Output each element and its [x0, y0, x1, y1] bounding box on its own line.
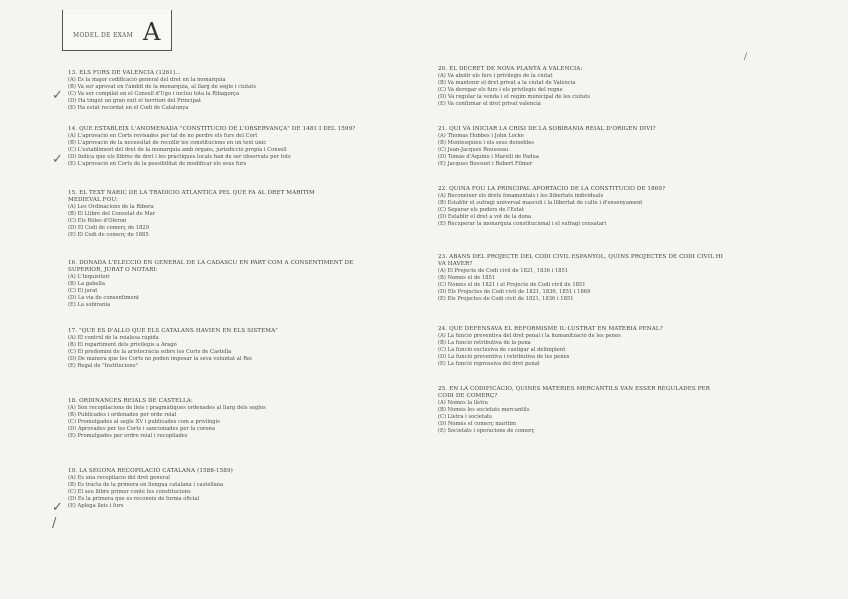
option-b: (B) Es tracta de la primera en llengua catalana i castellana — [68, 482, 224, 489]
question-title-cont: VA HAVER? — [438, 261, 473, 268]
option-b: (B) La gabella — [68, 281, 105, 288]
option-a: (A) Thomas Hobbes i John Locke — [438, 133, 524, 140]
question-22 — [438, 186, 818, 228]
question-title: 20. EL DECRET DE NOVA PLANTA A VALÈNCIA: — [438, 66, 583, 72]
option-d: (D) Només el comerç marítim — [438, 421, 517, 428]
option-c: (C) L'establiment del dret de la monarquia amb òrgans, jurisdicció pròpia i Consell — [68, 147, 287, 154]
option-a: (A) La funció preventiva del dret penal i la humanització de les penes — [438, 333, 621, 340]
option-d: (D) El Codi de comerç de 1829 — [68, 225, 150, 232]
option-e: (E) Aplega lleis i furs — [68, 502, 124, 509]
question-16 — [68, 260, 428, 309]
option-c: (C) Lletra i societats — [438, 414, 492, 421]
option-b: (B) La funció retributiva de la pena — [438, 340, 531, 347]
option-d: (D) Va regular la venda i el règim municipal de les ciutats — [438, 93, 591, 100]
option-a: (A) L'Inquisitori — [68, 274, 110, 281]
question-title: 19. LA SEGONA RECOPILACIÓ CATALANA (1588-1589) — [68, 468, 233, 474]
question-21 — [438, 126, 818, 168]
question-17 — [68, 328, 428, 370]
question-title: 16. DONADA L'ELECCIÓ EN GENERAL DE LA CADASCÚ EN PART COM A CONSENTIMENT DE — [68, 260, 354, 266]
check-mark-icon: ✓ — [52, 88, 63, 103]
pen-mark-icon: / — [744, 52, 748, 62]
question-25 — [438, 386, 818, 435]
option-e: (E) Societats i operacions de comerç — [438, 428, 535, 435]
question-13 — [68, 70, 428, 112]
question-title: 13. ELS FURS DE VALÈNCIA (1261)... — [68, 70, 181, 76]
option-b: (B) Montesquieu i els seus deixebles — [438, 140, 534, 147]
option-e: (E) La sobirania — [68, 302, 111, 309]
option-c: (C) Promulgades al segle XV i publicades com a privilegis — [68, 419, 220, 426]
option-e: (E) Els Projectes de Codi civil de 1821, 1836 i 1851 — [438, 296, 574, 303]
option-c: (C) Va derogar els furs i els privilegis del regne — [438, 87, 563, 94]
option-e: (E) Ha estat recordat en el Codi de Catalunya — [68, 104, 189, 111]
option-e: (E) Va confirmar el dret privat valencià — [438, 100, 541, 107]
option-c: (C) El jurat — [68, 288, 98, 295]
question-title: 24. QUÈ DEFENSAVA EL REFORMISME IL·LUSTRAT EN MATÈRIA PENAL? — [438, 326, 663, 332]
option-b: (B) Només les societats mercantils — [438, 407, 530, 414]
question-18 — [68, 398, 428, 440]
option-b: (B) Va mantenir el dret privat a la ciutat de València — [438, 80, 576, 87]
option-c: (C) Jean-Jacques Rousseau — [438, 147, 509, 154]
option-b: (B) El repartiment dels privilegis a Aragó — [68, 342, 177, 349]
option-e: (E) Regal de "Institucions" — [68, 362, 138, 369]
option-d: (D) De manera que les Corts no poden imposar la seva voluntat al Rei — [68, 355, 252, 362]
option-b: (B) Establir el sufragi universal masculí i la llibertat de culte i d'ensenyament — [438, 200, 643, 207]
question-20 — [438, 66, 818, 108]
question-title: 14. QUÈ ESTABLEIX L'ANOMENADA "CONSTITUCIÓ DE L'OBSERVANÇA" DE 1481 I DEL 1599? — [68, 126, 356, 132]
question-title-cont: CODI DE COMERÇ? — [438, 393, 498, 400]
question-title: 17. "QUÈ ÉS D'ALLÒ QUE ELS CATALANS HAVIEN EN ELS SISTEMA" — [68, 328, 278, 334]
question-title: 25. EN LA CODIFICACIÓ, QUINES MATÈRIES MERCANTILS VAN ÉSSER REGULADES PER — [438, 386, 711, 392]
question-23 — [438, 254, 818, 303]
model-box — [62, 10, 172, 51]
model-letter: A — [143, 18, 161, 46]
option-d: (D) La via de consentiment — [68, 295, 140, 302]
option-a: (A) És una recopilació del dret general — [68, 475, 170, 482]
question-19 — [68, 468, 428, 510]
option-b: (B) Va ser aprovat en l'àmbit de la monarquia, al llarg de segle i ciutats — [68, 84, 257, 91]
question-14 — [68, 126, 428, 168]
option-c: (C) Els Rôles d'Oléron — [68, 218, 127, 225]
option-a: (A) El control de la reialesa ràpida — [68, 335, 159, 342]
option-c: (C) El seu llibre primer conté les constitucions — [68, 489, 191, 496]
option-d: (D) La funció preventiva i retributiva de les penes — [438, 353, 570, 360]
option-a: (A) Va abolir els furs i privilegis de la ciutat — [438, 73, 553, 80]
check-mark-icon: ✓ — [52, 152, 63, 167]
option-e: (E) El Codi de comerç de 1885 — [68, 232, 149, 239]
question-title-cont: MEDIEVAL FOU: — [68, 197, 118, 204]
check-mark-icon: / — [52, 516, 57, 531]
option-a: (A) L'aprovació en Corts revisades per tal de no perdre els furs del Cort — [68, 133, 258, 140]
option-a: (A) Es la major codificació general del dret en la monarquia — [68, 77, 226, 84]
question-24 — [438, 326, 818, 368]
option-d: (D) Es la primera que es reconeix de forma oficial — [68, 495, 200, 502]
question-15 — [68, 190, 428, 239]
option-e: (E) La funció repressiva del dret penal — [438, 360, 540, 367]
question-title: 21. QUI VA INICIAR LA CRISI DE LA SOBIRANIA REIAL D'ORIGEN DIVÍ? — [438, 126, 656, 132]
question-title: 23. ABANS DEL PROJECTE DEL CODI CIVIL ESPANYOL, QUINS PROJECTES DE CODI CIVIL HI — [438, 254, 724, 260]
option-e: (E) L'aprovació en Corts de la possibilitat de modificar els seus furs — [68, 160, 247, 167]
option-d: (D) Aprovades per les Corts i sancionades per la corona — [68, 425, 215, 432]
option-d: (D) Ha tingut un gran èxit el territori del Principat — [68, 97, 202, 104]
option-c: (C) El predomini de la aristocràcia sobre les Corts de Castella — [68, 349, 232, 356]
option-d: (D) Tomàs d'Aquino i Marsili de Pàdua — [438, 153, 539, 160]
option-b: (B) L'aprovació de la necessitat de recollir les constitucions en un text únic — [68, 140, 267, 147]
option-a: (A) Són recopilacions de lleis i pragmàtiques ordenades al llarg dels segles — [68, 405, 266, 412]
question-title-cont: SUPERIOR, JURAT O NOTARI: — [68, 267, 158, 274]
option-d: (D) Indica que els llibres de dret i les pràctiques locals han de ser observats per tots — [68, 153, 291, 160]
option-c: (C) Només el de 1821 i el Projecte de Codi civil de 1851 — [438, 282, 586, 289]
option-c: (C) La funció exclusiva de castigar al delinqüent — [438, 347, 566, 354]
option-d: (D) Establir el dret a vot de la dona — [438, 213, 532, 220]
option-b: (B) Publicades i ordenades per orde reial — [68, 412, 177, 419]
question-title: 15. EL TEXT NÀRIC DE LA TRADICIÓ ATLÀNTICA PEL QUE FA AL DRET MARÍTIM — [68, 190, 315, 196]
model-label: MODEL DE EXAM — [73, 32, 134, 39]
option-d: (D) Els Projectes de Codi civil de 1821, 1836, 1851 i 1869 — [438, 289, 591, 296]
option-a: (A) Les Ordinacions de la Ribera — [68, 204, 154, 211]
option-a: (A) Només la lletra — [438, 400, 488, 407]
option-b: (B) Només el de 1851 — [438, 275, 496, 282]
option-c: (C) Va ser compilat en el Consell d'Ugo i inclou tota la Ribagorça — [68, 91, 240, 98]
option-a: (A) El Projecte de Codi civil de 1821, 1836 i 1851 — [438, 268, 569, 275]
question-title: 18. ORDINANCES REIALS DE CASTELLA: — [68, 398, 193, 404]
option-a: (A) Reconèixer els drets fonamentals i les llibertats individuals — [438, 193, 604, 200]
option-b: (B) El Llibre del Consolat de Mar — [68, 211, 156, 218]
question-title: 22. QUINA FOU LA PRINCIPAL APORTACIÓ DE LA CONSTITUCIÓ DE 1869? — [438, 186, 666, 192]
option-e: (E) Promulgades per ordre reial i recopilades — [68, 432, 188, 439]
option-c: (C) Separar els poders de l'Estat — [438, 207, 524, 214]
option-e: (E) Jacques Bossuet i Robert Filmer — [438, 160, 533, 167]
check-mark-icon: ✓ — [52, 500, 63, 515]
option-e: (E) Recuperar la monarquia constitucional i el sufragi censatari — [438, 220, 607, 227]
